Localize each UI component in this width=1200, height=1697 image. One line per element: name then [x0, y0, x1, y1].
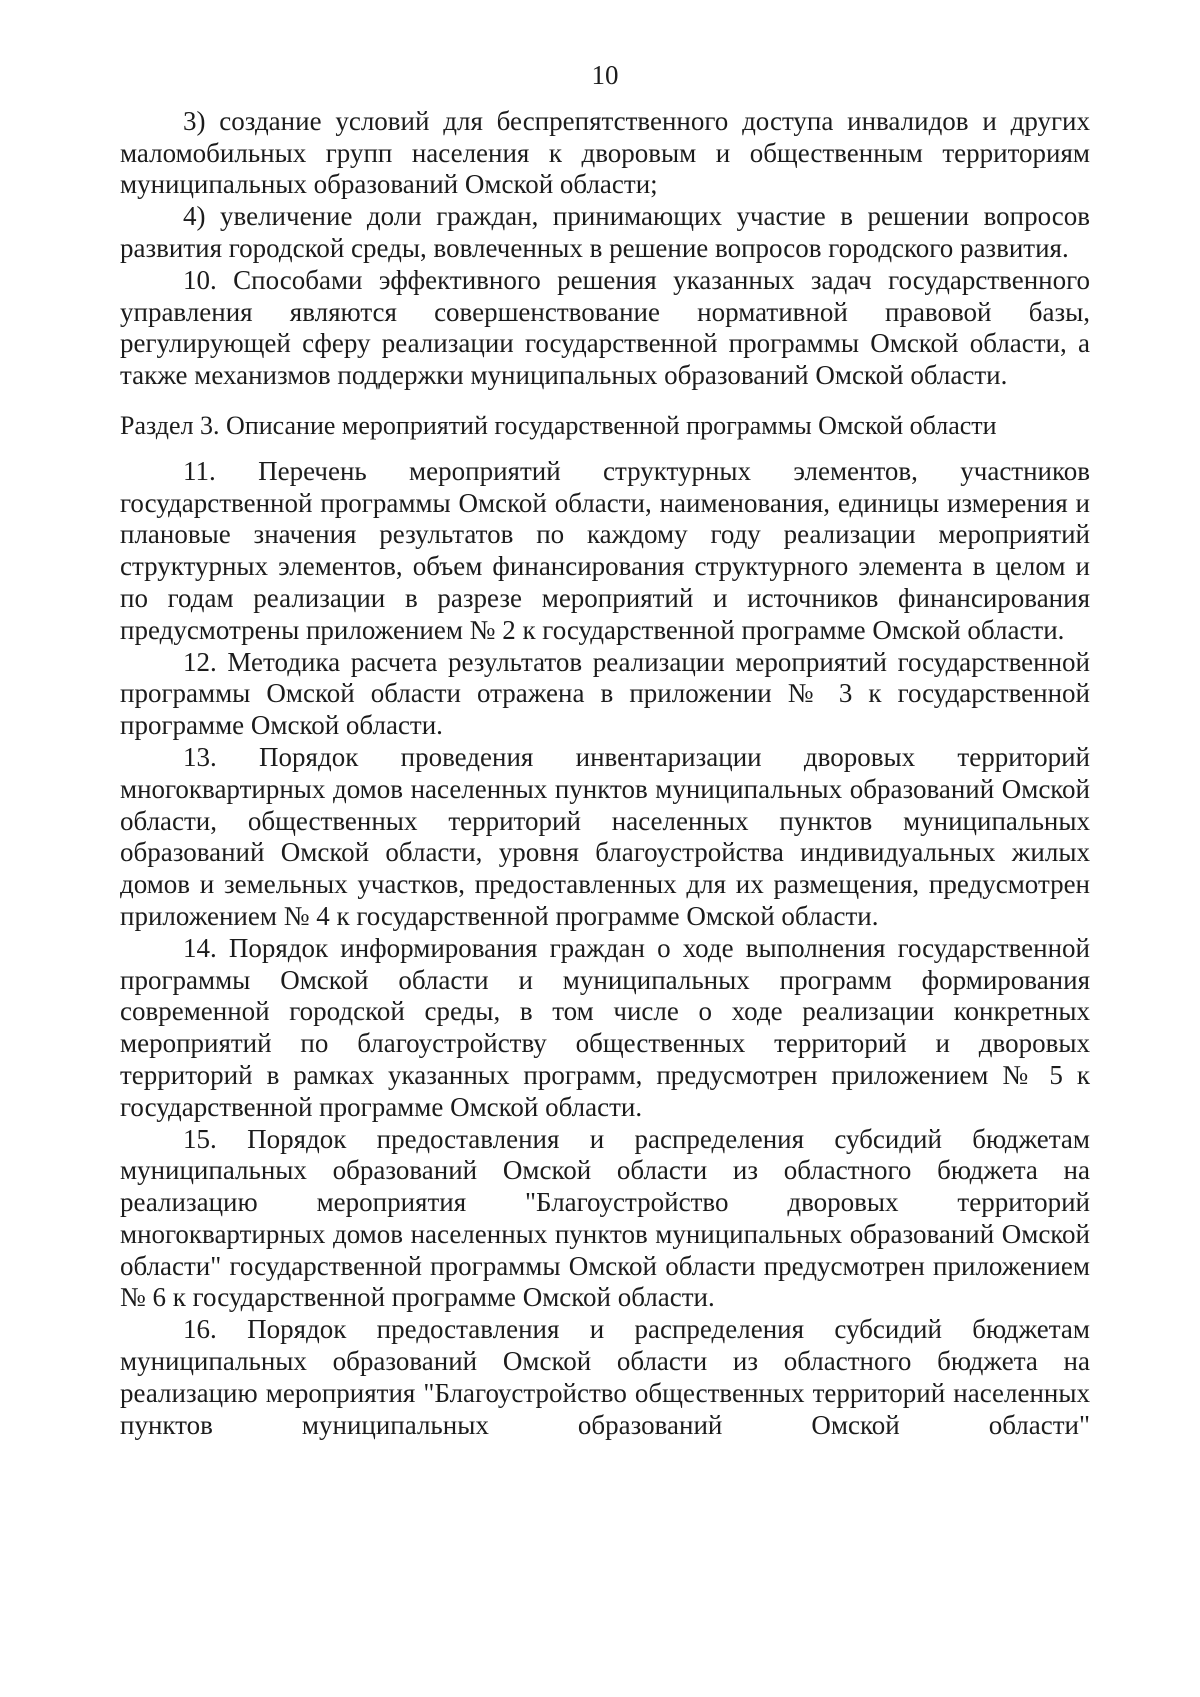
- paragraph-10: 10. Способами эффективного решения указанных задач государственного управления являются совершенствование нормативной правовой базы, регулирующей сферу реализации государственной программы Омской области, а также механизмов поддержки муниципальных образований Омской области.: [120, 264, 1090, 391]
- paragraph-item-3: 3) создание условий для беспрепятственного доступа инвалидов и других маломобильных групп населения к дворовым и общественным территориям муниципальных образований Омской области;: [120, 105, 1090, 200]
- paragraph-item-4: 4) увеличение доли граждан, принимающих участие в решении вопросов развития городской среды, вовлеченных в решение вопросов городского развития.: [120, 201, 1090, 263]
- paragraph-14: 14. Порядок информирования граждан о ходе выполнения государственной программы Омской области и муниципальных программ формирования современной городской среды, в том числе о ходе реализации конкретных мероприятий по благоустройству общественных территорий и дворовых территорий в рамках указанных программ, предусмотрен приложением № 5 к государственной программе Омской области.: [120, 932, 1090, 1122]
- paragraph-11: 11. Перечень мероприятий структурных элементов, участников государственной программы Омской области, наименования, единицы измерения и плановые значения результатов по каждому году реализации мероприятий структурных элементов, объем финансирования структурного элемента в целом и по годам реализации в разрезе мероприятий и источников финансирования предусмотрены приложением № 2 к государственной программе Омской области.: [120, 455, 1090, 645]
- paragraph-15: 15. Порядок предоставления и распределения субсидий бюджетам муниципальных образований Омской области из областного бюджета на реализацию мероприятия "Благоустройство дворовых территорий многоквартирных домов населенных пунктов муниципальных образований Омской области" государственной программы Омской области предусмотрен приложением № 6 к государственной программе Омской области.: [120, 1123, 1090, 1313]
- document-page: [120, 60, 1090, 1441]
- paragraph-12: 12. Методика расчета результатов реализации мероприятий государственной программы Омской области отражена в приложении № 3 к государственной программе Омской области.: [120, 646, 1090, 741]
- page-number: 10: [591, 60, 619, 90]
- section-heading: Раздел 3. Описание мероприятий государственной программы Омской области: [120, 410, 997, 440]
- paragraph-16: 16. Порядок предоставления и распределения субсидий бюджетам муниципальных образований Омской области из областного бюджета на реализацию мероприятия "Благоустройство общественных территорий населенных пунктов муниципальных образований Омской области": [120, 1314, 1090, 1440]
- paragraph-13: 13. Порядок проведения инвентаризации дворовых территорий многоквартирных домов населенных пунктов муниципальных образований Омской области, общественных территорий населенных пунктов муниципальных образований Омской области, уровня благоустройства индивидуальных жилых домов и земельных участков, предоставленных для их размещения, предусмотрен приложением № 4 к государственной программе Омской области.: [120, 741, 1090, 931]
